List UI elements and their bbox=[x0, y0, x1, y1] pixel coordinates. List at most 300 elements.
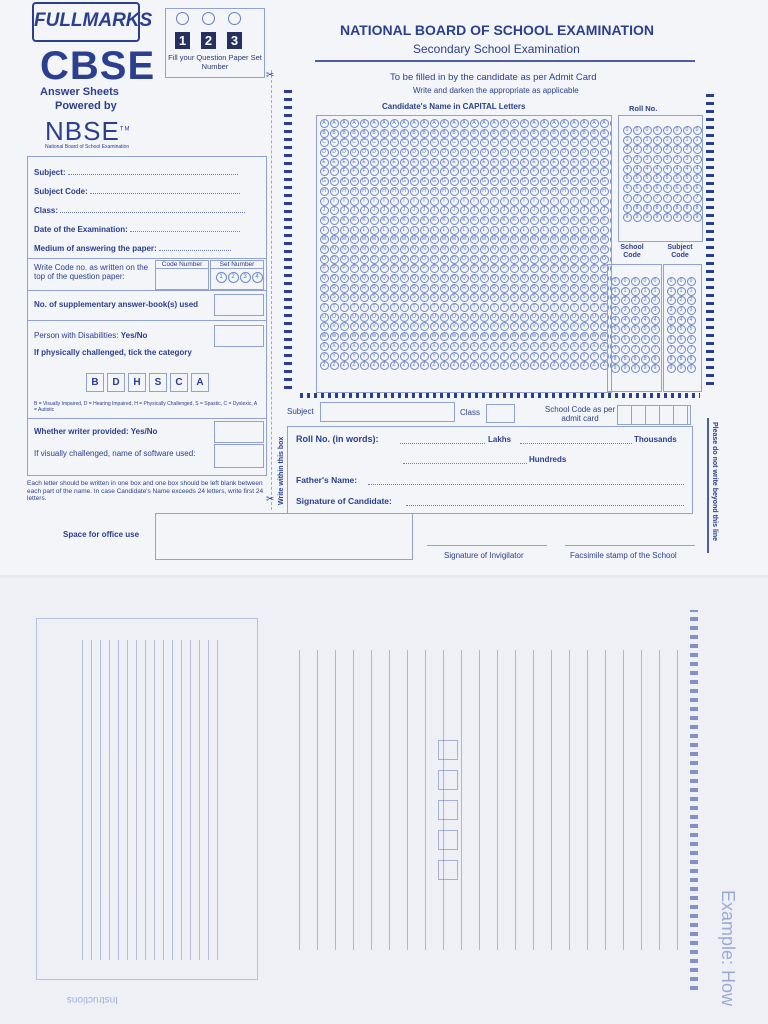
name-bubble[interactable]: X bbox=[500, 342, 509, 351]
name-bubble[interactable]: X bbox=[480, 342, 489, 351]
name-bubble[interactable]: F bbox=[400, 167, 409, 176]
name-bubble[interactable]: K bbox=[380, 216, 389, 225]
name-bubble[interactable]: A bbox=[560, 119, 569, 128]
name-bubble[interactable]: M bbox=[510, 235, 519, 244]
name-bubble[interactable]: O bbox=[400, 255, 409, 264]
name-bubble[interactable]: H bbox=[500, 187, 509, 196]
name-bubble[interactable]: S bbox=[320, 293, 329, 302]
name-bubble[interactable]: R bbox=[470, 284, 479, 293]
name-bubble[interactable]: L bbox=[530, 226, 539, 235]
name-bubble[interactable]: V bbox=[390, 322, 399, 331]
name-bubble[interactable]: W bbox=[410, 332, 419, 341]
name-bubble[interactable]: C bbox=[340, 138, 349, 147]
name-bubble[interactable]: J bbox=[570, 206, 579, 215]
name-bubble[interactable]: E bbox=[540, 158, 549, 167]
name-bubble[interactable]: K bbox=[430, 216, 439, 225]
name-bubble[interactable]: G bbox=[380, 177, 389, 186]
name-bubble[interactable]: P bbox=[360, 264, 369, 273]
name-bubble[interactable]: D bbox=[520, 148, 529, 157]
name-bubble[interactable]: X bbox=[370, 342, 379, 351]
name-bubble[interactable]: M bbox=[520, 235, 529, 244]
name-bubble[interactable] bbox=[610, 235, 613, 244]
name-bubble[interactable]: E bbox=[530, 158, 539, 167]
name-bubble[interactable]: D bbox=[380, 148, 389, 157]
name-bubble[interactable]: R bbox=[590, 284, 599, 293]
name-bubble[interactable]: T bbox=[510, 303, 519, 312]
name-bubble[interactable]: I bbox=[380, 197, 389, 206]
name-bubble[interactable]: P bbox=[330, 264, 339, 273]
name-bubble[interactable]: V bbox=[410, 322, 419, 331]
name-bubble[interactable]: Z bbox=[550, 361, 559, 370]
name-bubble[interactable]: J bbox=[400, 206, 409, 215]
name-bubble[interactable]: M bbox=[330, 235, 339, 244]
name-bubble[interactable]: Q bbox=[330, 274, 339, 283]
school-code-bubble[interactable]: 7 bbox=[641, 345, 650, 354]
name-bubble[interactable]: I bbox=[420, 197, 429, 206]
name-bubble[interactable]: M bbox=[560, 235, 569, 244]
name-bubble[interactable]: U bbox=[530, 313, 539, 322]
set-bubble-4[interactable]: 4 bbox=[252, 272, 263, 283]
name-bubble[interactable]: D bbox=[510, 148, 519, 157]
name-bubble[interactable]: C bbox=[420, 138, 429, 147]
roll-bubble[interactable]: 1 bbox=[653, 136, 662, 145]
school-code-bubble[interactable]: 1 bbox=[631, 287, 640, 296]
roll-bubble[interactable]: 1 bbox=[623, 136, 632, 145]
name-bubble[interactable]: G bbox=[510, 177, 519, 186]
name-bubble[interactable]: X bbox=[490, 342, 499, 351]
name-bubble[interactable]: K bbox=[410, 216, 419, 225]
name-bubble[interactable]: C bbox=[560, 138, 569, 147]
name-bubble[interactable]: U bbox=[480, 313, 489, 322]
name-bubble[interactable]: U bbox=[470, 313, 479, 322]
name-bubble[interactable]: K bbox=[590, 216, 599, 225]
roll-bubble[interactable]: 4 bbox=[623, 165, 632, 174]
school-code-bubble[interactable]: 8 bbox=[651, 355, 660, 364]
name-bubble[interactable]: S bbox=[330, 293, 339, 302]
name-bubble[interactable]: P bbox=[380, 264, 389, 273]
name-bubble[interactable]: Z bbox=[470, 361, 479, 370]
name-bubble[interactable]: D bbox=[320, 148, 329, 157]
name-bubble[interactable]: T bbox=[570, 303, 579, 312]
name-bubble[interactable]: U bbox=[450, 313, 459, 322]
name-bubble[interactable]: D bbox=[540, 148, 549, 157]
name-bubble[interactable]: Q bbox=[560, 274, 569, 283]
name-bubble[interactable]: L bbox=[440, 226, 449, 235]
school-code-bubble[interactable]: 6 bbox=[651, 335, 660, 344]
name-bubble[interactable]: G bbox=[500, 177, 509, 186]
roll-bubble[interactable]: 1 bbox=[633, 136, 642, 145]
name-bubble[interactable]: A bbox=[370, 119, 379, 128]
school-code-bubble[interactable]: 2 bbox=[611, 296, 620, 305]
name-bubble[interactable]: O bbox=[330, 255, 339, 264]
roll-bubble[interactable]: 0 bbox=[633, 126, 642, 135]
name-bubble[interactable]: W bbox=[560, 332, 569, 341]
name-bubble[interactable]: Q bbox=[530, 274, 539, 283]
name-bubble[interactable]: E bbox=[590, 158, 599, 167]
name-bubble[interactable]: D bbox=[570, 148, 579, 157]
name-bubble[interactable]: M bbox=[420, 235, 429, 244]
name-bubble[interactable]: R bbox=[460, 284, 469, 293]
name-bubble[interactable]: F bbox=[530, 167, 539, 176]
name-bubble[interactable]: M bbox=[400, 235, 409, 244]
roll-bubble[interactable]: 7 bbox=[643, 194, 652, 203]
name-bubble[interactable]: W bbox=[490, 332, 499, 341]
name-bubble[interactable]: W bbox=[550, 332, 559, 341]
name-bubble[interactable]: U bbox=[550, 313, 559, 322]
subject-code-bubble[interactable]: 3 bbox=[677, 306, 686, 315]
name-bubble[interactable]: H bbox=[450, 187, 459, 196]
name-bubble[interactable] bbox=[610, 197, 613, 206]
name-bubble[interactable]: S bbox=[490, 293, 499, 302]
name-bubble[interactable]: I bbox=[590, 197, 599, 206]
name-bubble[interactable]: N bbox=[360, 245, 369, 254]
name-bubble[interactable]: V bbox=[510, 322, 519, 331]
name-bubble[interactable]: P bbox=[560, 264, 569, 273]
name-bubble[interactable]: J bbox=[320, 206, 329, 215]
name-bubble[interactable]: X bbox=[410, 342, 419, 351]
name-bubble[interactable]: K bbox=[400, 216, 409, 225]
school-code-bubble[interactable]: 8 bbox=[641, 355, 650, 364]
name-bubble[interactable]: I bbox=[510, 197, 519, 206]
name-bubble[interactable]: G bbox=[470, 177, 479, 186]
name-bubble[interactable]: E bbox=[470, 158, 479, 167]
name-bubble[interactable]: U bbox=[500, 313, 509, 322]
name-bubble[interactable]: N bbox=[370, 245, 379, 254]
name-bubble[interactable]: Y bbox=[370, 352, 379, 361]
name-bubble[interactable]: U bbox=[380, 313, 389, 322]
name-bubble[interactable]: G bbox=[590, 177, 599, 186]
name-bubble[interactable]: C bbox=[520, 138, 529, 147]
name-bubble[interactable]: A bbox=[380, 119, 389, 128]
school-code-bubble[interactable]: 2 bbox=[651, 296, 660, 305]
roll-bubble[interactable]: 2 bbox=[683, 145, 692, 154]
name-bubble[interactable]: N bbox=[390, 245, 399, 254]
name-bubble[interactable]: O bbox=[420, 255, 429, 264]
name-bubble[interactable]: E bbox=[370, 158, 379, 167]
name-bubble[interactable]: Z bbox=[480, 361, 489, 370]
name-bubble[interactable]: X bbox=[450, 342, 459, 351]
name-bubble[interactable]: Q bbox=[420, 274, 429, 283]
name-bubble[interactable]: R bbox=[350, 284, 359, 293]
name-bubble[interactable]: Z bbox=[340, 361, 349, 370]
roll-bubble[interactable]: 5 bbox=[653, 174, 662, 183]
name-bubble[interactable] bbox=[610, 187, 613, 196]
name-bubble[interactable]: A bbox=[470, 119, 479, 128]
name-bubble[interactable]: C bbox=[530, 138, 539, 147]
roll-bubble[interactable]: 0 bbox=[673, 126, 682, 135]
name-bubble[interactable]: J bbox=[480, 206, 489, 215]
name-bubble[interactable]: T bbox=[400, 303, 409, 312]
subject-code-bubble[interactable]: 1 bbox=[677, 287, 686, 296]
name-bubble[interactable]: Y bbox=[560, 352, 569, 361]
name-bubble[interactable]: E bbox=[340, 158, 349, 167]
name-bubble[interactable]: N bbox=[540, 245, 549, 254]
name-bubble[interactable]: I bbox=[600, 197, 609, 206]
name-bubble[interactable]: R bbox=[570, 284, 579, 293]
name-bubble[interactable]: L bbox=[340, 226, 349, 235]
name-bubble[interactable]: Z bbox=[430, 361, 439, 370]
name-bubble[interactable]: V bbox=[350, 322, 359, 331]
name-bubble[interactable]: O bbox=[510, 255, 519, 264]
name-bubble[interactable]: F bbox=[420, 167, 429, 176]
subject-code-bubble[interactable]: 6 bbox=[677, 335, 686, 344]
roll-bubble[interactable]: 3 bbox=[653, 155, 662, 164]
name-bubble[interactable]: O bbox=[370, 255, 379, 264]
name-bubble[interactable]: R bbox=[580, 284, 589, 293]
name-bubble[interactable]: U bbox=[350, 313, 359, 322]
name-bubble[interactable]: I bbox=[350, 197, 359, 206]
name-bubble[interactable]: Z bbox=[600, 361, 609, 370]
name-bubble[interactable]: H bbox=[390, 187, 399, 196]
name-bubble[interactable]: Z bbox=[540, 361, 549, 370]
name-bubble[interactable]: W bbox=[440, 332, 449, 341]
roll-bubble[interactable]: 9 bbox=[683, 213, 692, 222]
name-bubble[interactable]: L bbox=[360, 226, 369, 235]
name-bubble[interactable]: E bbox=[450, 158, 459, 167]
name-bubble[interactable]: Y bbox=[480, 352, 489, 361]
name-bubble[interactable]: H bbox=[430, 187, 439, 196]
name-bubble[interactable]: I bbox=[470, 197, 479, 206]
name-bubble[interactable]: D bbox=[600, 148, 609, 157]
name-bubble[interactable]: V bbox=[490, 322, 499, 331]
name-bubble[interactable]: Y bbox=[490, 352, 499, 361]
roll-bubble[interactable]: 1 bbox=[673, 136, 682, 145]
name-bubble[interactable]: U bbox=[590, 313, 599, 322]
name-bubble[interactable]: S bbox=[570, 293, 579, 302]
name-bubble[interactable]: P bbox=[580, 264, 589, 273]
name-bubble[interactable]: T bbox=[530, 303, 539, 312]
name-bubble[interactable]: X bbox=[420, 342, 429, 351]
roll-bubble[interactable]: 0 bbox=[653, 126, 662, 135]
roll-bubble[interactable]: 1 bbox=[663, 136, 672, 145]
name-bubble[interactable]: E bbox=[480, 158, 489, 167]
name-bubble[interactable]: Q bbox=[450, 274, 459, 283]
name-bubble[interactable]: U bbox=[580, 313, 589, 322]
name-bubble[interactable]: Y bbox=[570, 352, 579, 361]
name-bubble[interactable]: L bbox=[350, 226, 359, 235]
name-bubble[interactable]: A bbox=[440, 119, 449, 128]
name-bubble[interactable]: A bbox=[520, 119, 529, 128]
name-bubble[interactable]: P bbox=[550, 264, 559, 273]
name-bubble[interactable]: D bbox=[350, 148, 359, 157]
roll-bubble[interactable]: 7 bbox=[633, 194, 642, 203]
name-bubble[interactable]: O bbox=[450, 255, 459, 264]
name-bubble[interactable]: P bbox=[520, 264, 529, 273]
name-bubble[interactable]: Z bbox=[390, 361, 399, 370]
name-bubble[interactable]: M bbox=[580, 235, 589, 244]
name-bubble[interactable]: I bbox=[330, 197, 339, 206]
name-bubble[interactable]: M bbox=[470, 235, 479, 244]
name-bubble[interactable]: P bbox=[420, 264, 429, 273]
name-bubble[interactable]: G bbox=[420, 177, 429, 186]
name-bubble[interactable]: T bbox=[420, 303, 429, 312]
category-s[interactable]: S bbox=[149, 373, 167, 392]
name-bubble[interactable]: F bbox=[600, 167, 609, 176]
name-bubble[interactable]: G bbox=[330, 177, 339, 186]
name-bubble[interactable]: E bbox=[490, 158, 499, 167]
name-bubble[interactable]: G bbox=[520, 177, 529, 186]
name-bubble[interactable]: Y bbox=[600, 352, 609, 361]
name-bubble[interactable]: W bbox=[460, 332, 469, 341]
name-bubble[interactable]: B bbox=[570, 129, 579, 138]
name-bubble[interactable]: Z bbox=[520, 361, 529, 370]
name-bubble[interactable]: N bbox=[570, 245, 579, 254]
name-bubble[interactable]: O bbox=[600, 255, 609, 264]
category-d[interactable]: D bbox=[107, 373, 125, 392]
name-bubble[interactable]: F bbox=[390, 167, 399, 176]
name-bubble[interactable]: H bbox=[600, 187, 609, 196]
name-bubble[interactable]: B bbox=[510, 129, 519, 138]
roll-bubble[interactable]: 5 bbox=[643, 174, 652, 183]
name-bubble[interactable]: K bbox=[500, 216, 509, 225]
name-bubble[interactable]: R bbox=[450, 284, 459, 293]
name-bubble[interactable]: Y bbox=[380, 352, 389, 361]
name-bubble[interactable]: Y bbox=[420, 352, 429, 361]
name-bubble[interactable]: D bbox=[480, 148, 489, 157]
set-circle-3[interactable] bbox=[228, 12, 241, 25]
name-bubble[interactable]: Z bbox=[360, 361, 369, 370]
name-bubble[interactable]: C bbox=[460, 138, 469, 147]
name-bubble[interactable]: P bbox=[600, 264, 609, 273]
name-bubble[interactable]: N bbox=[330, 245, 339, 254]
name-bubble[interactable]: Q bbox=[400, 274, 409, 283]
name-bubble[interactable]: O bbox=[470, 255, 479, 264]
name-bubble[interactable]: P bbox=[490, 264, 499, 273]
name-bubble[interactable]: O bbox=[360, 255, 369, 264]
name-bubble[interactable]: T bbox=[560, 303, 569, 312]
roll-bubble[interactable]: 3 bbox=[623, 155, 632, 164]
name-bubble[interactable]: P bbox=[390, 264, 399, 273]
subject-code-bubble[interactable]: 2 bbox=[677, 296, 686, 305]
name-bubble[interactable]: G bbox=[440, 177, 449, 186]
name-bubble[interactable]: P bbox=[570, 264, 579, 273]
name-bubble[interactable]: L bbox=[520, 226, 529, 235]
name-bubble[interactable]: K bbox=[600, 216, 609, 225]
name-bubble[interactable]: T bbox=[370, 303, 379, 312]
name-bubble[interactable]: B bbox=[480, 129, 489, 138]
subject-code-bubble[interactable]: 1 bbox=[687, 287, 696, 296]
name-bubble[interactable]: R bbox=[360, 284, 369, 293]
school-code-bubble[interactable]: 6 bbox=[621, 335, 630, 344]
name-bubble[interactable]: X bbox=[530, 342, 539, 351]
name-bubble[interactable]: V bbox=[470, 322, 479, 331]
name-bubble[interactable]: O bbox=[500, 255, 509, 264]
name-bubble[interactable]: L bbox=[570, 226, 579, 235]
roll-bubble[interactable]: 6 bbox=[633, 184, 642, 193]
name-bubble[interactable]: X bbox=[550, 342, 559, 351]
name-bubble[interactable]: G bbox=[450, 177, 459, 186]
name-bubble[interactable]: Q bbox=[360, 274, 369, 283]
subject-code-bubble[interactable]: 0 bbox=[667, 277, 676, 286]
name-bubble[interactable]: W bbox=[530, 332, 539, 341]
name-bubble[interactable]: X bbox=[400, 342, 409, 351]
name-bubble[interactable]: M bbox=[540, 235, 549, 244]
name-bubble[interactable]: G bbox=[550, 177, 559, 186]
name-bubble[interactable]: M bbox=[600, 235, 609, 244]
roll-bubble[interactable]: 2 bbox=[693, 145, 702, 154]
name-bubble[interactable]: F bbox=[470, 167, 479, 176]
name-bubble[interactable]: W bbox=[320, 332, 329, 341]
subject-code-bubble[interactable]: 1 bbox=[667, 287, 676, 296]
school-code-bubble[interactable]: 6 bbox=[631, 335, 640, 344]
name-bubble[interactable]: P bbox=[410, 264, 419, 273]
school-code-bubble[interactable]: 7 bbox=[621, 345, 630, 354]
roll-bubble[interactable]: 3 bbox=[683, 155, 692, 164]
name-bubble[interactable]: S bbox=[460, 293, 469, 302]
name-bubble[interactable]: P bbox=[510, 264, 519, 273]
roll-bubble[interactable]: 5 bbox=[683, 174, 692, 183]
subject-bottom-box[interactable] bbox=[320, 402, 455, 422]
name-bubble[interactable]: V bbox=[400, 322, 409, 331]
name-bubble[interactable]: R bbox=[490, 284, 499, 293]
name-bubble[interactable]: U bbox=[340, 313, 349, 322]
name-bubble[interactable]: H bbox=[440, 187, 449, 196]
name-bubble[interactable]: B bbox=[590, 129, 599, 138]
name-bubble[interactable]: V bbox=[320, 322, 329, 331]
name-bubble[interactable]: A bbox=[430, 119, 439, 128]
name-bubble[interactable]: Z bbox=[510, 361, 519, 370]
name-bubble[interactable]: Q bbox=[480, 274, 489, 283]
name-bubble[interactable]: E bbox=[560, 158, 569, 167]
name-bubble[interactable]: Z bbox=[350, 361, 359, 370]
name-bubble[interactable]: R bbox=[550, 284, 559, 293]
school-code-bubble[interactable]: 5 bbox=[611, 325, 620, 334]
name-bubble[interactable]: F bbox=[510, 167, 519, 176]
name-bubble[interactable]: G bbox=[390, 177, 399, 186]
roll-bubble[interactable]: 4 bbox=[653, 165, 662, 174]
roll-bubble[interactable]: 5 bbox=[623, 174, 632, 183]
name-bubble[interactable]: W bbox=[400, 332, 409, 341]
name-bubble[interactable]: V bbox=[330, 322, 339, 331]
name-bubble[interactable]: M bbox=[340, 235, 349, 244]
name-bubble[interactable]: F bbox=[450, 167, 459, 176]
name-bubble[interactable]: Q bbox=[600, 274, 609, 283]
name-bubble[interactable]: S bbox=[370, 293, 379, 302]
name-bubble[interactable]: B bbox=[470, 129, 479, 138]
name-bubble[interactable]: M bbox=[500, 235, 509, 244]
name-bubble[interactable]: X bbox=[390, 342, 399, 351]
name-bubble[interactable]: W bbox=[390, 332, 399, 341]
subject-code-bubble[interactable]: 4 bbox=[687, 316, 696, 325]
name-bubble[interactable]: D bbox=[430, 148, 439, 157]
name-bubble[interactable]: P bbox=[460, 264, 469, 273]
name-bubble[interactable]: J bbox=[500, 206, 509, 215]
roll-bubble[interactable]: 3 bbox=[673, 155, 682, 164]
name-bubble[interactable]: O bbox=[430, 255, 439, 264]
name-bubble[interactable]: K bbox=[420, 216, 429, 225]
roll-bubble[interactable]: 9 bbox=[673, 213, 682, 222]
name-bubble[interactable]: K bbox=[480, 216, 489, 225]
name-bubble[interactable]: Y bbox=[320, 352, 329, 361]
roll-bubble[interactable]: 7 bbox=[693, 194, 702, 203]
name-bubble[interactable]: J bbox=[330, 206, 339, 215]
name-bubble[interactable]: W bbox=[520, 332, 529, 341]
name-bubble[interactable]: J bbox=[410, 206, 419, 215]
name-bubble[interactable]: O bbox=[390, 255, 399, 264]
name-bubble[interactable]: Y bbox=[460, 352, 469, 361]
name-bubble[interactable]: A bbox=[550, 119, 559, 128]
name-bubble[interactable]: L bbox=[410, 226, 419, 235]
name-bubble[interactable]: Q bbox=[510, 274, 519, 283]
name-bubble[interactable] bbox=[610, 119, 613, 128]
school-code-bubble[interactable]: 0 bbox=[631, 277, 640, 286]
name-bubble[interactable]: C bbox=[590, 138, 599, 147]
name-bubble[interactable]: Z bbox=[410, 361, 419, 370]
name-bubble[interactable]: Z bbox=[320, 361, 329, 370]
roll-bubble[interactable]: 9 bbox=[693, 213, 702, 222]
name-bubble[interactable]: J bbox=[510, 206, 519, 215]
subject-code-bubble[interactable]: 9 bbox=[687, 364, 696, 373]
